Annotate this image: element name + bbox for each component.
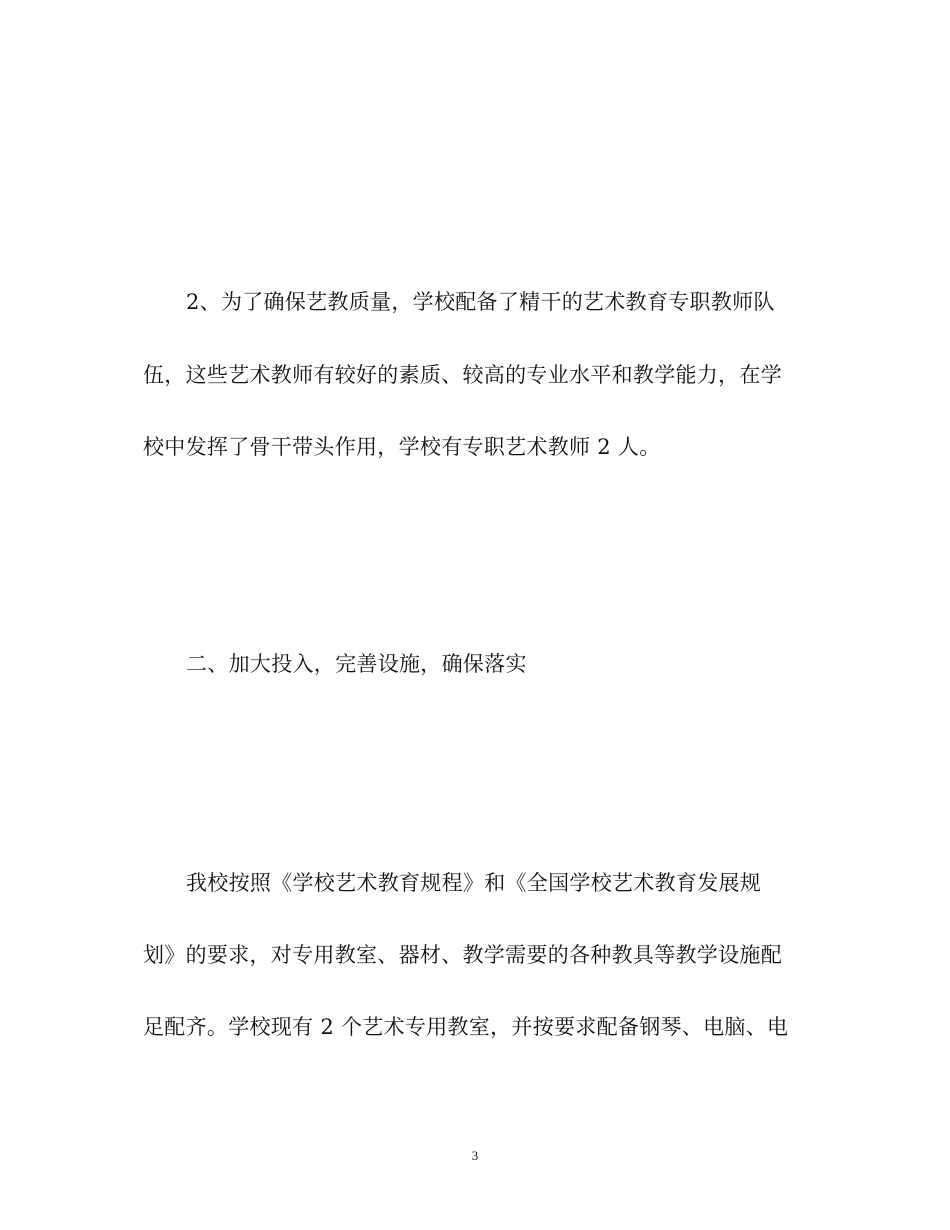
section-heading: 二、加大投入，完善设施，确保落实 — [186, 652, 527, 676]
paragraph-1-line-1: 2、为了确保艺教质量，学校配备了精干的艺术教育专职教师队 — [186, 290, 775, 314]
paragraph-2-line-3: 足配齐。学校现有 2 个艺术专用教室，并按要求配备钢琴、电脑、电 — [143, 1015, 789, 1039]
paragraph-1-line-3: 校中发挥了骨干带头作用，学校有专职艺术教师 2 人。 — [143, 435, 661, 459]
paragraph-2-line-2: 划》的要求，对专用教室、器材、教学需要的各种教具等教学设施配 — [143, 943, 782, 967]
paragraph-2-line-1: 我校按照《学校艺术教育规程》和《全国学校艺术教育发展规 — [186, 871, 762, 895]
paragraph-1-line-2: 伍，这些艺术教师有较好的素质、较高的专业水平和教学能力，在学 — [143, 363, 782, 387]
page-number: 3 — [471, 1148, 479, 1163]
